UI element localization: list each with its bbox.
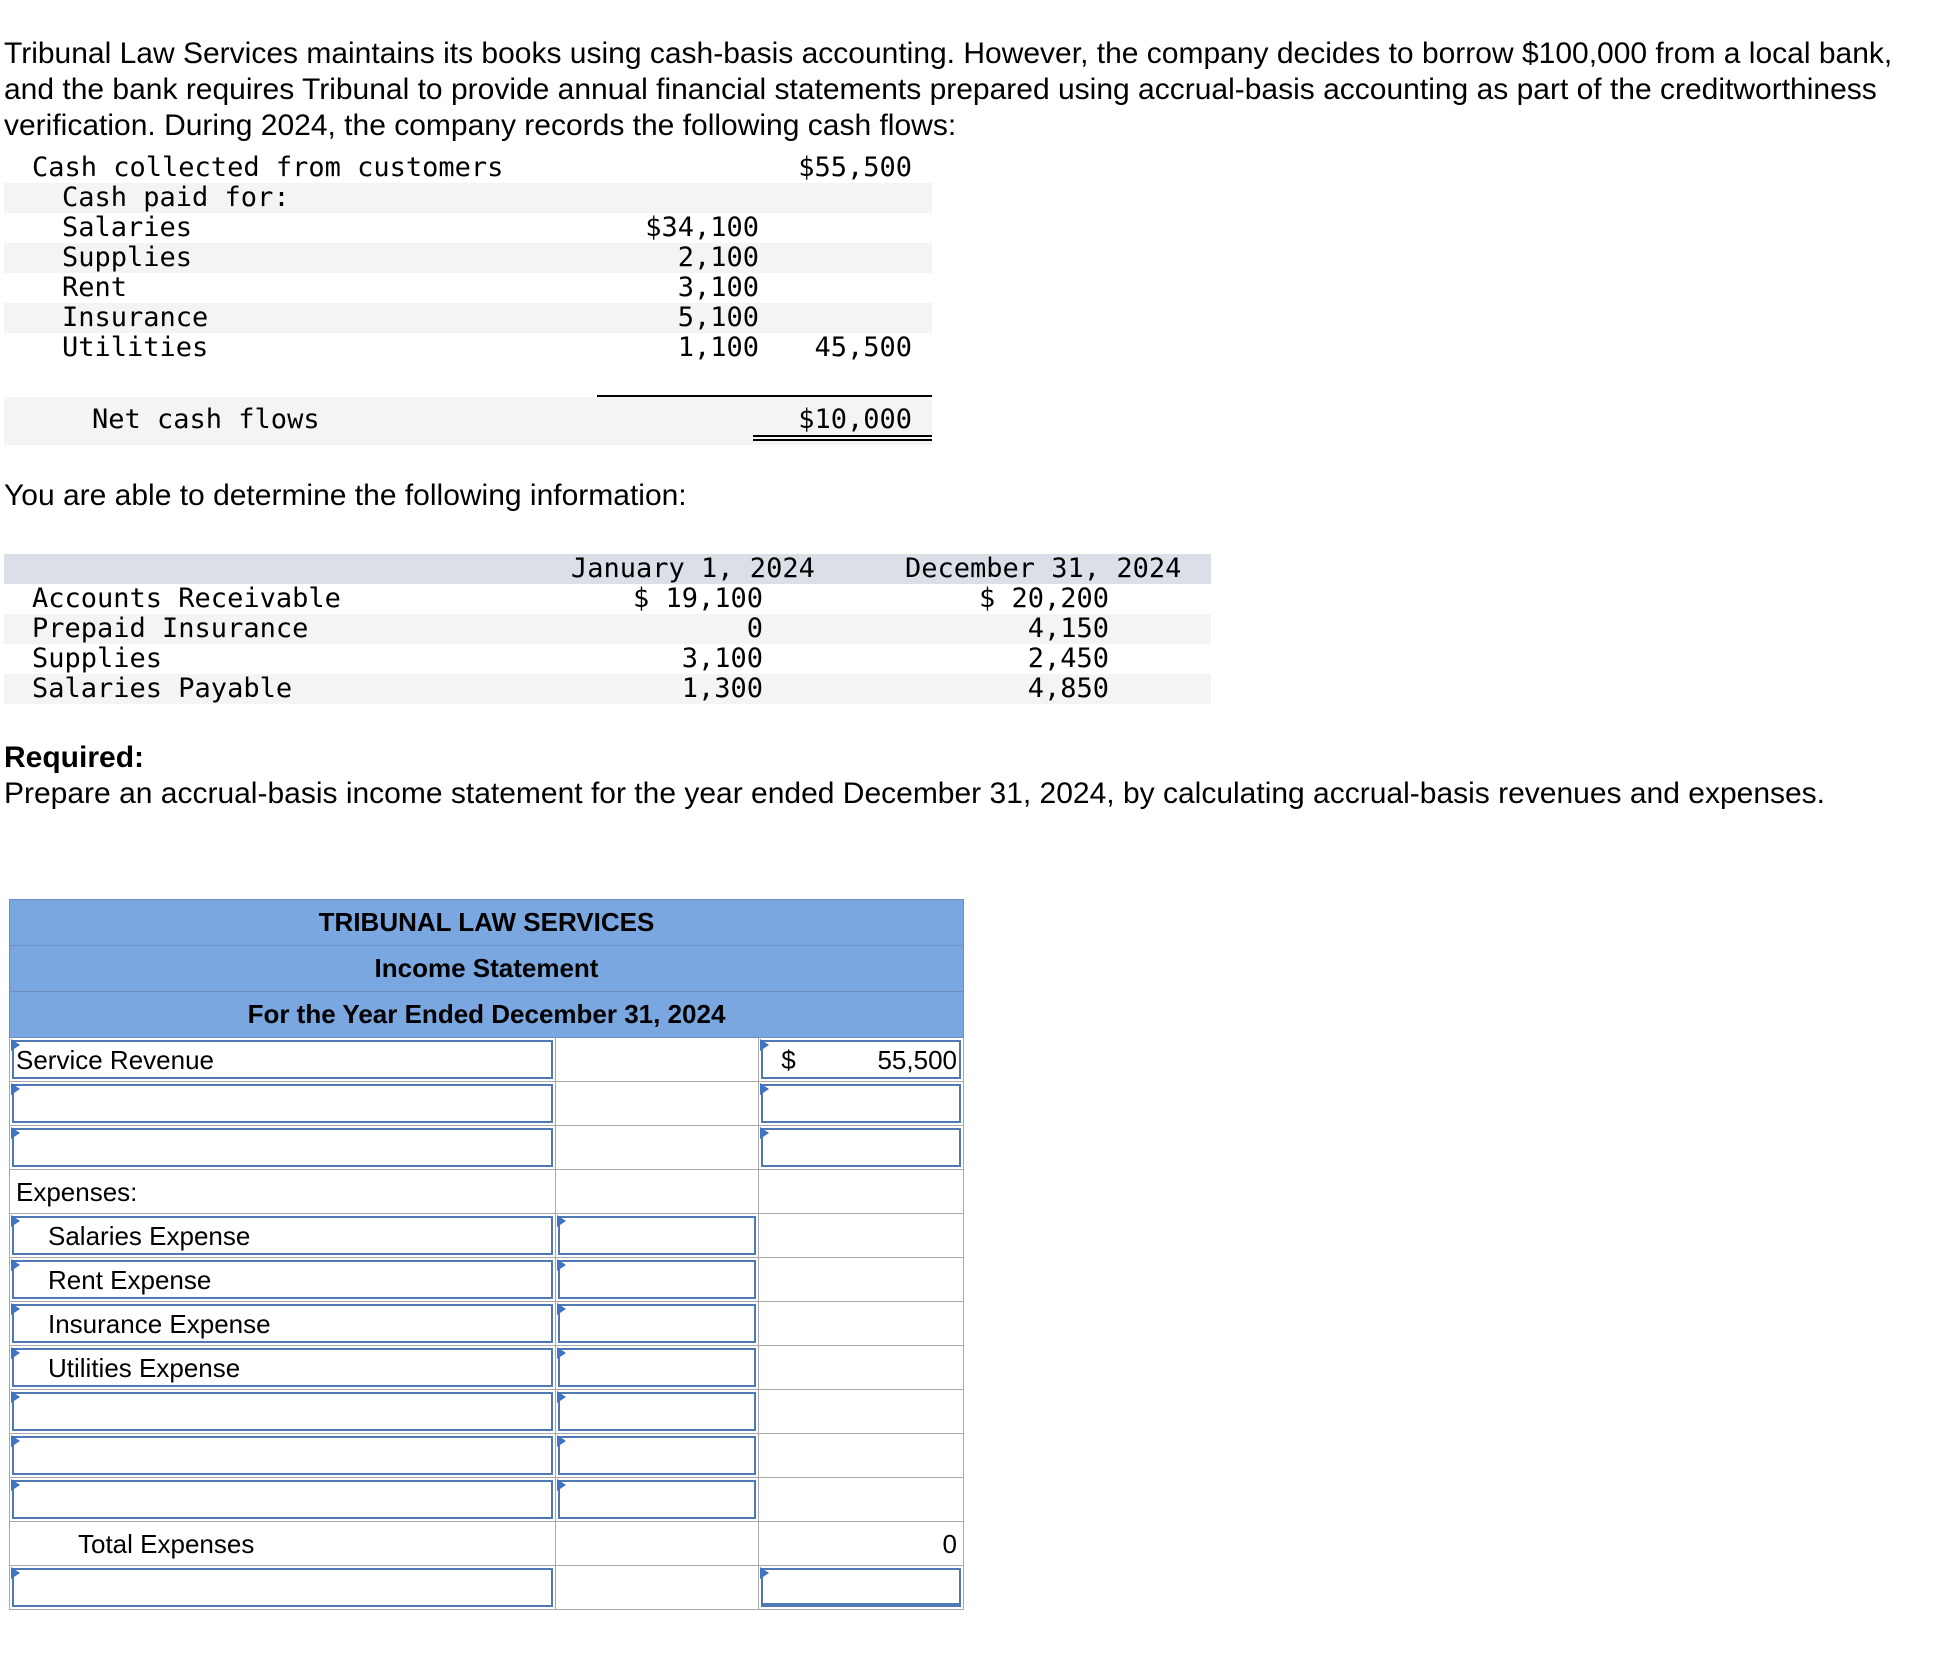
total-rule bbox=[753, 395, 932, 397]
total-expenses-row bbox=[10, 1522, 964, 1566]
expense-label-input[interactable] bbox=[10, 1478, 556, 1522]
cash-paid-label: Cash paid for: bbox=[62, 182, 290, 213]
expense-label-input[interactable] bbox=[10, 1302, 556, 1346]
expense-row bbox=[10, 1478, 964, 1522]
expense-row bbox=[10, 1214, 964, 1258]
expense-label: Rent Expense bbox=[48, 1265, 212, 1295]
marker-icon bbox=[557, 1303, 566, 1315]
balance-dec: 4,850 bbox=[1027, 673, 1109, 704]
balances-header-row bbox=[4, 554, 1211, 584]
net-income-label-input[interactable] bbox=[10, 1566, 556, 1610]
balance-dec: $ 20,200 bbox=[978, 583, 1109, 614]
info-intro: You are able to determine the following information: bbox=[4, 479, 687, 512]
marker-icon bbox=[760, 1039, 769, 1051]
double-underline bbox=[753, 435, 932, 441]
marker-icon bbox=[11, 1303, 20, 1315]
balance-jan: $ 19,100 bbox=[632, 583, 763, 614]
cash-item-value: 2,100 bbox=[677, 242, 759, 273]
cash-collected-label: Cash collected from customers bbox=[32, 152, 504, 183]
balance-jan: 3,100 bbox=[681, 643, 763, 674]
expense-row bbox=[10, 1434, 964, 1478]
cash-item-row bbox=[4, 243, 932, 273]
revenue-row bbox=[10, 1038, 964, 1082]
expenses-label: Expenses: bbox=[16, 1177, 138, 1207]
balance-row bbox=[4, 674, 1211, 704]
marker-icon bbox=[11, 1391, 20, 1403]
total-expenses-cell bbox=[759, 1522, 964, 1566]
expense-amount-input[interactable] bbox=[556, 1302, 759, 1346]
total-expenses-label-cell bbox=[10, 1522, 556, 1566]
marker-icon bbox=[557, 1435, 566, 1447]
income-statement-table bbox=[9, 899, 964, 1610]
revenue-label-cell[interactable] bbox=[10, 1038, 556, 1082]
col-dec-header: December 31, 2024 bbox=[905, 553, 1182, 584]
expense-label-input[interactable] bbox=[10, 1434, 556, 1478]
balance-label: Supplies bbox=[32, 643, 163, 674]
expense-label: Utilities Expense bbox=[48, 1353, 241, 1383]
cash-collected-row bbox=[4, 153, 932, 183]
revenue-mid-cell bbox=[556, 1038, 759, 1082]
marker-icon bbox=[557, 1259, 566, 1271]
balance-jan: 0 bbox=[746, 613, 763, 644]
balance-row bbox=[4, 614, 1211, 644]
cash-item-label: Utilities bbox=[62, 332, 209, 363]
cash-flows-table bbox=[4, 152, 932, 435]
expense-label-input[interactable] bbox=[10, 1258, 556, 1302]
blank-row bbox=[10, 1126, 964, 1170]
cash-item-value: 3,100 bbox=[677, 272, 759, 303]
cash-item-label: Rent bbox=[62, 272, 128, 303]
required-heading: Required: bbox=[4, 741, 145, 774]
balances-table bbox=[4, 554, 1211, 704]
cash-collected-value: $55,500 bbox=[798, 152, 912, 183]
revenue-value: 55,500 bbox=[877, 1045, 957, 1075]
expense-label-input[interactable] bbox=[10, 1346, 556, 1390]
problem-intro: Tribunal Law Services maintains its books using cash-basis accounting. However, the company decides to borrow $100,000 from a local bank, and the bank requires Tribunal to provide annual financial statements prepared using accrual-basis accounting as part of the creditworthiness verification. During 2024, the company records the following cash flows: bbox=[4, 37, 1893, 142]
statement-title: Income Statement bbox=[10, 946, 964, 992]
expense-amount-input[interactable] bbox=[556, 1346, 759, 1390]
expense-amount-input[interactable] bbox=[556, 1478, 759, 1522]
marker-icon bbox=[11, 1435, 20, 1447]
expense-label-input[interactable] bbox=[10, 1390, 556, 1434]
expense-label: Salaries Expense bbox=[48, 1221, 251, 1251]
revenue-label: Service Revenue bbox=[16, 1045, 214, 1075]
marker-icon bbox=[760, 1127, 769, 1139]
expense-row bbox=[10, 1346, 964, 1390]
expenses-label-cell bbox=[10, 1170, 556, 1214]
marker-icon bbox=[11, 1567, 20, 1579]
net-cash-value: $10,000 bbox=[798, 404, 912, 435]
label-input[interactable] bbox=[10, 1082, 556, 1126]
expenses-heading-row bbox=[10, 1170, 964, 1214]
mid-cell bbox=[556, 1082, 759, 1126]
company-name: TRIBUNAL LAW SERVICES bbox=[10, 900, 964, 946]
cash-item-row bbox=[4, 303, 932, 333]
cash-paid-total: 45,500 bbox=[814, 332, 912, 363]
expense-amount-input[interactable] bbox=[556, 1434, 759, 1478]
net-income-row bbox=[10, 1566, 964, 1610]
blank-row bbox=[10, 1082, 964, 1126]
expense-row bbox=[10, 1258, 964, 1302]
expense-amount-input[interactable] bbox=[556, 1390, 759, 1434]
net-income-amount-input[interactable] bbox=[759, 1566, 964, 1610]
cash-item-row bbox=[4, 213, 932, 243]
total-expenses-value: 0 bbox=[942, 1529, 957, 1559]
total-expenses-label: Total Expenses bbox=[78, 1529, 255, 1559]
balance-dec: 4,150 bbox=[1027, 613, 1109, 644]
dollar-sign: $ bbox=[781, 1045, 796, 1075]
cash-item-label: Insurance bbox=[62, 302, 209, 333]
expense-amount-input[interactable] bbox=[556, 1258, 759, 1302]
col-jan-header: January 1, 2024 bbox=[571, 553, 815, 584]
marker-icon bbox=[11, 1347, 20, 1359]
expense-row bbox=[10, 1390, 964, 1434]
label-input[interactable] bbox=[10, 1126, 556, 1170]
cash-item-label: Salaries bbox=[62, 212, 193, 243]
marker-icon bbox=[11, 1215, 20, 1227]
marker-icon bbox=[11, 1479, 20, 1491]
balance-row bbox=[4, 644, 1211, 674]
marker-icon bbox=[557, 1391, 566, 1403]
balance-label: Prepaid Insurance bbox=[32, 613, 309, 644]
cash-item-row bbox=[4, 333, 932, 363]
expense-row bbox=[10, 1302, 964, 1346]
marker-icon bbox=[760, 1083, 769, 1095]
marker-icon bbox=[11, 1259, 20, 1271]
marker-icon bbox=[11, 1127, 20, 1139]
expense-label: Insurance Expense bbox=[48, 1309, 271, 1339]
expense-amount-input[interactable] bbox=[556, 1214, 759, 1258]
required-section bbox=[4, 740, 1924, 812]
cash-item-value: 1,100 bbox=[677, 332, 759, 363]
cash-item-row bbox=[4, 273, 932, 303]
marker-icon bbox=[557, 1347, 566, 1359]
balance-jan: 1,300 bbox=[681, 673, 763, 704]
expense-label-input[interactable] bbox=[10, 1214, 556, 1258]
balance-row bbox=[4, 584, 1211, 614]
amount-input[interactable] bbox=[759, 1126, 964, 1170]
amount-input[interactable] bbox=[759, 1082, 964, 1126]
balance-label: Salaries Payable bbox=[32, 673, 293, 704]
marker-icon bbox=[11, 1083, 20, 1095]
marker-icon bbox=[557, 1215, 566, 1227]
cash-item-label: Supplies bbox=[62, 242, 193, 273]
net-cash-label: Net cash flows bbox=[92, 404, 320, 435]
cash-item-value: $34,100 bbox=[645, 212, 759, 243]
revenue-amount-cell[interactable] bbox=[759, 1038, 964, 1082]
mid-cell bbox=[556, 1126, 759, 1170]
marker-icon bbox=[760, 1567, 769, 1579]
balance-label: Accounts Receivable bbox=[32, 583, 341, 614]
statement-period: For the Year Ended December 31, 2024 bbox=[10, 992, 964, 1038]
marker-icon bbox=[557, 1479, 566, 1491]
cash-item-value: 5,100 bbox=[677, 302, 759, 333]
balance-dec: 2,450 bbox=[1027, 643, 1109, 674]
cash-paid-heading-row bbox=[4, 183, 932, 213]
required-text: Prepare an accrual-basis income statement for the year ended December 31, 2024, by calculating accrual-basis revenues and expenses. bbox=[4, 777, 1826, 810]
